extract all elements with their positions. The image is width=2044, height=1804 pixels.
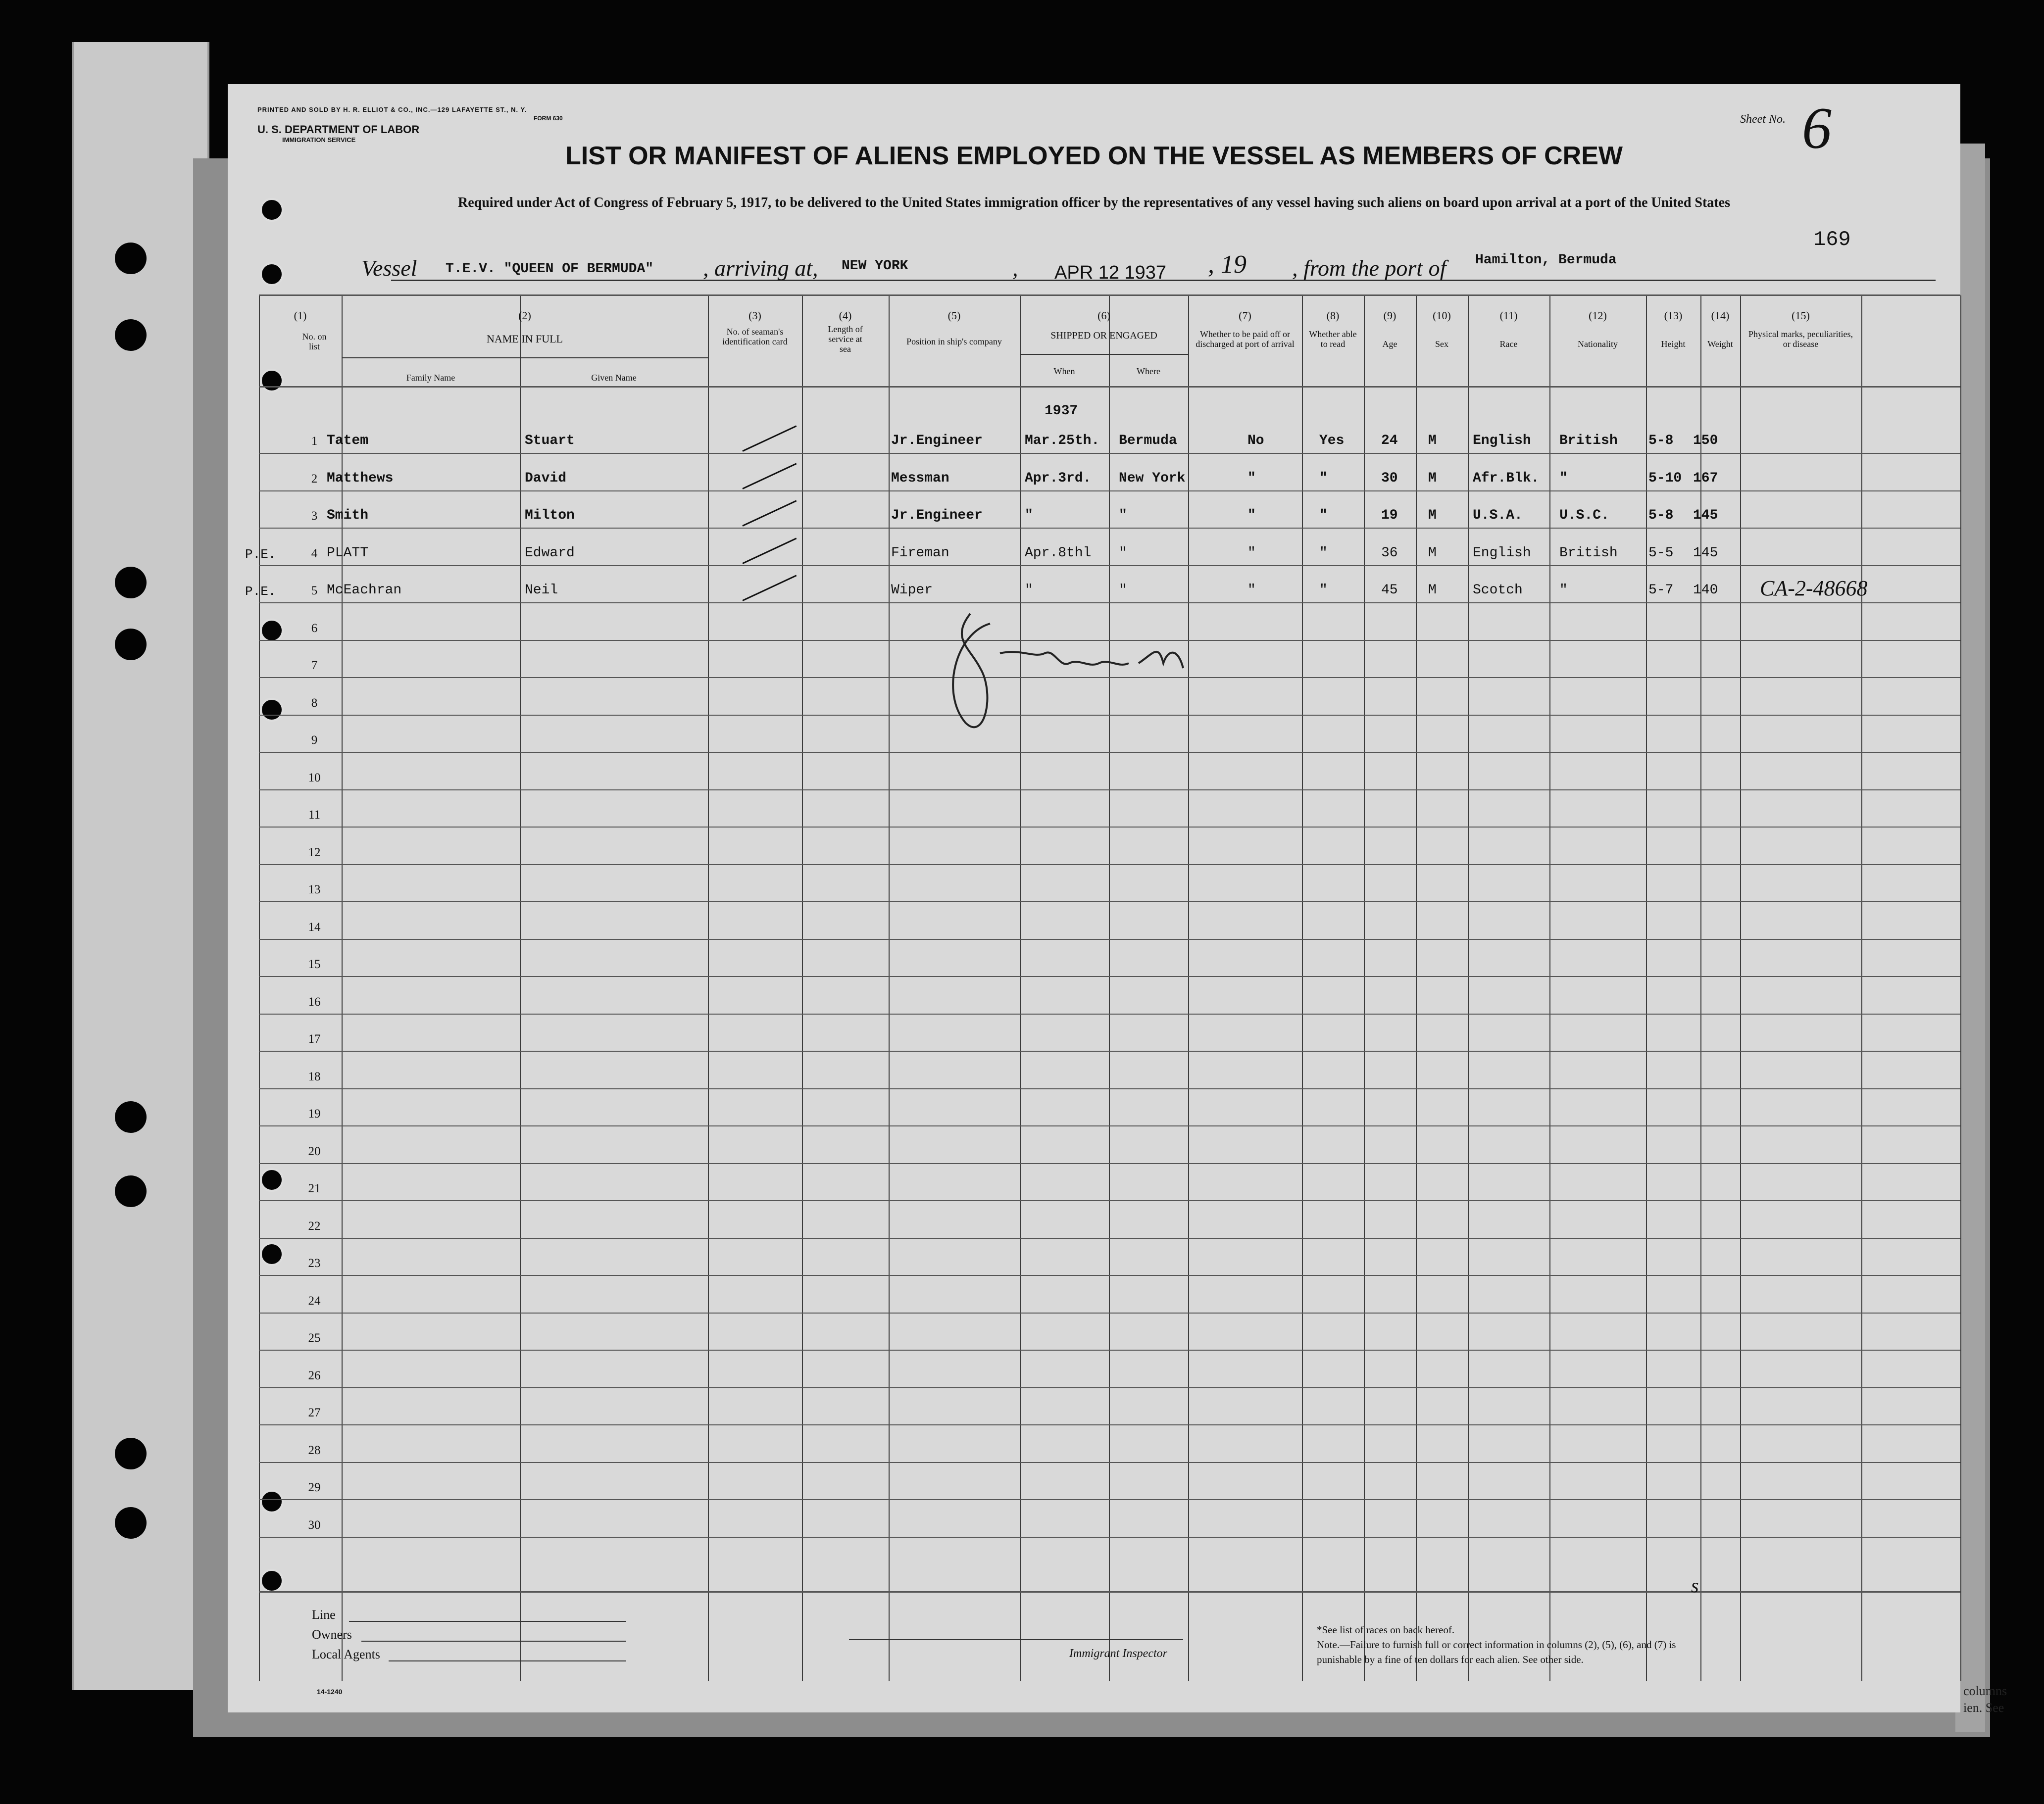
col-number: (9) bbox=[1383, 309, 1396, 322]
shipped-where: New York bbox=[1119, 470, 1186, 486]
age: 30 bbox=[1381, 470, 1398, 486]
form-code: 14-1240 bbox=[317, 1688, 343, 1696]
header-where: Where bbox=[1137, 366, 1160, 376]
row-number: 11 bbox=[308, 808, 321, 822]
weight: 150 bbox=[1693, 433, 1718, 448]
manifest-sheet bbox=[228, 84, 1960, 1712]
height: 5-10 bbox=[1648, 470, 1682, 486]
inspector-signature bbox=[921, 594, 1238, 782]
year-note: 1937 bbox=[1045, 403, 1078, 419]
header-name-in-full: NAME IN FULL bbox=[487, 333, 563, 345]
nationality: " bbox=[1559, 470, 1568, 486]
header-no-on-list: No. on list bbox=[302, 332, 327, 351]
paid-off: No bbox=[1247, 433, 1264, 448]
age: 45 bbox=[1381, 583, 1398, 598]
col-divider bbox=[1416, 295, 1417, 1681]
header-when: When bbox=[1053, 366, 1075, 376]
weight: 140 bbox=[1693, 583, 1718, 598]
arrival-date-stamp: APR 12 1937 bbox=[1054, 262, 1167, 283]
col-number: (12) bbox=[1589, 309, 1607, 322]
row-number: 13 bbox=[308, 883, 321, 896]
family-name: Tatem bbox=[327, 433, 369, 448]
stamp-number: 169 bbox=[1813, 228, 1851, 251]
row-rule bbox=[259, 1537, 1960, 1538]
row-rule bbox=[259, 864, 1960, 865]
row-number: 25 bbox=[308, 1331, 321, 1345]
row-rule bbox=[259, 1200, 1960, 1201]
family-name: McEachran bbox=[327, 583, 402, 598]
row-number: 29 bbox=[308, 1481, 321, 1494]
position: Fireman bbox=[891, 545, 949, 561]
row-number: 19 bbox=[308, 1107, 321, 1121]
header-race: Race bbox=[1499, 339, 1518, 349]
id-card-checkmark bbox=[742, 500, 797, 526]
col-number: (10) bbox=[1433, 309, 1451, 322]
col-number: (7) bbox=[1239, 309, 1251, 322]
row-number: 12 bbox=[308, 845, 321, 859]
shipped-where: " bbox=[1119, 583, 1127, 598]
given-name: Stuart bbox=[525, 433, 575, 448]
paid-off: " bbox=[1247, 545, 1256, 561]
from-label: , from the port of bbox=[1292, 255, 1446, 281]
nationality: British bbox=[1559, 545, 1618, 561]
position: Wiper bbox=[891, 583, 933, 598]
punch-hole bbox=[115, 1175, 147, 1207]
col-number: (1) bbox=[294, 309, 307, 322]
family-name: Matthews bbox=[327, 470, 394, 486]
row-number: 8 bbox=[311, 696, 318, 710]
position: Jr.Engineer bbox=[891, 433, 983, 448]
col-number: (6) bbox=[1097, 309, 1110, 322]
height: 5-7 bbox=[1648, 583, 1674, 598]
row-rule bbox=[259, 1424, 1960, 1425]
row-number: 22 bbox=[308, 1219, 321, 1233]
id-card-checkmark bbox=[742, 537, 797, 564]
given-name: Edward bbox=[525, 545, 575, 561]
col-divider bbox=[889, 295, 890, 1681]
vessel-name: T.E.V. "QUEEN OF BERMUDA" bbox=[446, 261, 654, 277]
col-number: (13) bbox=[1664, 309, 1683, 322]
row-rule bbox=[259, 490, 1960, 491]
row-rule bbox=[259, 1387, 1960, 1388]
subtitle: Required under Act of Congress of February 5, 1917, to be delivered to the United States immigration officer by the representatives of any vessel having such aliens on board upon arrival at a port of the United States bbox=[458, 195, 1730, 210]
nationality: " bbox=[1559, 583, 1568, 598]
header-bottom-line bbox=[259, 386, 1960, 388]
race: Scotch bbox=[1473, 583, 1523, 598]
col-divider bbox=[1109, 295, 1110, 1681]
punch-hole bbox=[115, 629, 147, 660]
col-number: (5) bbox=[947, 309, 961, 322]
col-divider bbox=[1364, 295, 1365, 1681]
age: 36 bbox=[1381, 545, 1398, 561]
punch-hole bbox=[260, 369, 284, 392]
row-number: 9 bbox=[311, 733, 318, 747]
punch-hole bbox=[115, 243, 147, 274]
row-rule bbox=[259, 565, 1960, 566]
page-title: LIST OR MANIFEST OF ALIENS EMPLOYED ON THE VESSEL AS MEMBERS OF CREW bbox=[565, 142, 1623, 170]
punch-hole bbox=[260, 1242, 284, 1266]
header-able-to-read: Whether able to read bbox=[1309, 329, 1357, 349]
header-marks: Physical marks, peculiarities, or disease bbox=[1748, 329, 1853, 349]
row-rule bbox=[259, 528, 1960, 529]
race: Afr.Blk. bbox=[1473, 470, 1540, 486]
row-rule bbox=[259, 1462, 1960, 1463]
underline bbox=[391, 280, 1936, 281]
row-rule bbox=[259, 1051, 1960, 1052]
agents-field-rule bbox=[389, 1660, 626, 1661]
header-weight: Weight bbox=[1707, 339, 1733, 349]
row-number: 28 bbox=[308, 1443, 321, 1457]
weight: 145 bbox=[1693, 508, 1718, 523]
name-header-rule bbox=[342, 357, 520, 358]
col-divider bbox=[342, 295, 343, 1681]
col-divider bbox=[1960, 295, 1961, 1681]
row-number: 2 bbox=[311, 472, 318, 486]
sex: M bbox=[1428, 470, 1437, 486]
col-number: (4) bbox=[839, 309, 852, 322]
col-divider bbox=[1549, 295, 1550, 1681]
header-height: Height bbox=[1661, 339, 1686, 349]
row-number: 20 bbox=[308, 1144, 321, 1158]
shipped-where: " bbox=[1119, 508, 1127, 523]
row-rule bbox=[259, 976, 1960, 977]
col-divider bbox=[1861, 295, 1862, 1681]
race: English bbox=[1473, 433, 1531, 448]
punch-hole bbox=[260, 1168, 284, 1192]
row-number: 18 bbox=[308, 1070, 321, 1083]
line-field-rule bbox=[349, 1621, 626, 1622]
weight: 167 bbox=[1693, 470, 1718, 486]
binding-strip bbox=[72, 42, 209, 1690]
id-card-checkmark bbox=[742, 575, 797, 601]
row-number: 5 bbox=[311, 584, 318, 597]
row-rule bbox=[259, 1088, 1960, 1089]
paid-off: " bbox=[1247, 470, 1256, 486]
row-rule bbox=[259, 1313, 1960, 1314]
header-shipped: SHIPPED OR ENGAGED bbox=[1050, 330, 1157, 341]
row-rule bbox=[259, 1499, 1960, 1500]
agents-label: Local Agents bbox=[312, 1647, 380, 1661]
footer-top-line bbox=[259, 1591, 1960, 1593]
form-number: FORM 630 bbox=[534, 115, 563, 122]
punch-hole bbox=[115, 319, 147, 351]
row-rule bbox=[259, 1275, 1960, 1276]
row-number: 30 bbox=[308, 1518, 321, 1532]
header-length-service: Length of service at sea bbox=[828, 324, 863, 354]
punch-hole bbox=[115, 1507, 147, 1539]
punch-hole bbox=[115, 567, 147, 598]
shipped-when: Apr.3rd. bbox=[1025, 470, 1092, 486]
paid-off: " bbox=[1247, 583, 1256, 598]
header-sex: Sex bbox=[1435, 339, 1448, 349]
punch-hole bbox=[260, 198, 284, 222]
header-given-name: Given Name bbox=[591, 373, 637, 383]
punch-hole bbox=[115, 1438, 147, 1469]
height: 5-5 bbox=[1648, 545, 1674, 561]
row-number: 4 bbox=[311, 546, 318, 560]
age: 24 bbox=[1381, 433, 1398, 448]
header-family-name: Family Name bbox=[406, 373, 455, 383]
sex: M bbox=[1428, 545, 1437, 561]
margin-mark: s bbox=[1691, 1574, 1699, 1597]
position: Jr.Engineer bbox=[891, 508, 983, 523]
col-divider bbox=[1020, 295, 1021, 1681]
given-name: David bbox=[525, 470, 567, 486]
comma: , bbox=[1012, 255, 1018, 281]
header-age: Age bbox=[1382, 339, 1397, 349]
back-page-text: columns ien. See bbox=[1963, 1684, 2007, 1715]
sex: M bbox=[1428, 583, 1437, 598]
weight: 145 bbox=[1693, 545, 1718, 561]
col-number: (3) bbox=[748, 309, 761, 322]
row-rule bbox=[259, 939, 1960, 940]
row-rule bbox=[259, 901, 1960, 902]
height: 5-8 bbox=[1648, 508, 1674, 523]
given-name: Milton bbox=[525, 508, 575, 523]
pe-mark: P.E. bbox=[245, 546, 276, 562]
row-number: 10 bbox=[308, 771, 321, 784]
row-rule bbox=[259, 789, 1960, 790]
row-number: 15 bbox=[308, 958, 321, 971]
header-position: Position in ship's company bbox=[906, 337, 1002, 346]
id-card-checkmark bbox=[742, 425, 797, 451]
row-number: 26 bbox=[308, 1368, 321, 1382]
row-number: 6 bbox=[311, 621, 318, 635]
footnote bbox=[1317, 1622, 1703, 1667]
able-to-read: " bbox=[1319, 470, 1328, 486]
shipped-where: Bermuda bbox=[1119, 433, 1177, 448]
col-number: (8) bbox=[1326, 309, 1340, 322]
age: 19 bbox=[1381, 508, 1398, 523]
id-card-checkmark bbox=[742, 463, 797, 489]
row-rule bbox=[259, 1238, 1960, 1239]
able-to-read: " bbox=[1319, 583, 1328, 598]
pe-mark: P.E. bbox=[245, 584, 276, 599]
from-port: Hamilton, Bermuda bbox=[1475, 252, 1617, 268]
given-name: Neil bbox=[525, 583, 558, 598]
department: U. S. DEPARTMENT OF LABOR bbox=[257, 123, 420, 136]
col-divider bbox=[802, 295, 803, 1681]
year-prefix: , 19 bbox=[1208, 250, 1246, 279]
punch-hole bbox=[260, 1490, 284, 1513]
line-label: Line bbox=[312, 1608, 336, 1622]
row-rule bbox=[259, 1163, 1960, 1164]
family-name: Smith bbox=[327, 508, 369, 523]
col-number: (2) bbox=[518, 309, 531, 322]
row-number: 16 bbox=[308, 995, 321, 1009]
sex: M bbox=[1428, 508, 1437, 523]
row-number: 23 bbox=[308, 1257, 321, 1270]
row-number: 7 bbox=[311, 659, 318, 672]
able-to-read: " bbox=[1319, 508, 1328, 523]
inspector-rule bbox=[849, 1639, 1183, 1640]
sex: M bbox=[1428, 433, 1437, 448]
family-name: PLATT bbox=[327, 545, 369, 561]
service: IMMIGRATION SERVICE bbox=[282, 136, 356, 144]
row-rule bbox=[259, 1350, 1960, 1351]
col-divider bbox=[1188, 295, 1189, 1681]
col-divider bbox=[1302, 295, 1303, 1681]
footnote-races: *See list of races on back hereof. bbox=[1317, 1624, 1455, 1636]
header-top-line bbox=[259, 294, 1960, 296]
punch-hole bbox=[260, 619, 284, 642]
col-divider bbox=[1646, 295, 1647, 1681]
row-rule bbox=[259, 827, 1960, 828]
col-divider bbox=[1700, 295, 1701, 1681]
able-to-read: Yes bbox=[1319, 433, 1345, 448]
row-number: 24 bbox=[308, 1294, 321, 1308]
col-number: (15) bbox=[1792, 309, 1810, 322]
punch-hole bbox=[260, 698, 284, 722]
vessel-label: Vessel bbox=[361, 255, 417, 281]
arriving-label: , arriving at, bbox=[703, 255, 818, 281]
col-number: (11) bbox=[1499, 309, 1518, 322]
col-divider bbox=[708, 295, 709, 1681]
row-number: 14 bbox=[308, 920, 321, 934]
row-rule bbox=[259, 453, 1960, 454]
owners-field-rule bbox=[361, 1641, 626, 1642]
owners-label: Owners bbox=[312, 1627, 352, 1642]
col-number: (14) bbox=[1711, 309, 1730, 322]
row-number: 27 bbox=[308, 1406, 321, 1419]
printer-line: PRINTED AND SOLD BY H. R. ELLIOT & CO., INC.—129 LAFAYETTE ST., N. Y. bbox=[257, 106, 527, 113]
shipped-when: Mar.25th. bbox=[1025, 433, 1100, 448]
inspector-label: Immigrant Inspector bbox=[1069, 1647, 1167, 1660]
row-rule bbox=[259, 1014, 1960, 1015]
row-number: 3 bbox=[311, 509, 318, 523]
header-paid-off: Whether to be paid off or discharged at port of arrival bbox=[1196, 329, 1295, 349]
name-header-rule bbox=[520, 357, 708, 358]
physical-marks: CA-2-48668 bbox=[1760, 576, 1868, 600]
col-divider bbox=[259, 295, 260, 1681]
punch-hole bbox=[115, 1101, 147, 1133]
header-id-card: No. of seaman's identification card bbox=[722, 327, 788, 346]
col-divider bbox=[520, 295, 521, 1681]
paid-off: " bbox=[1247, 508, 1256, 523]
shipped-when: " bbox=[1025, 583, 1033, 598]
race: U.S.A. bbox=[1473, 508, 1523, 523]
punch-hole bbox=[260, 262, 284, 286]
position: Messman bbox=[891, 470, 949, 486]
row-number: 17 bbox=[308, 1032, 321, 1046]
able-to-read: " bbox=[1319, 545, 1328, 561]
row-number: 21 bbox=[308, 1182, 321, 1195]
nationality: U.S.C. bbox=[1559, 508, 1609, 523]
shipped-when: Apr.8thl bbox=[1025, 545, 1092, 561]
shipped-when: " bbox=[1025, 508, 1033, 523]
nationality: British bbox=[1559, 433, 1618, 448]
header-nationality: Nationality bbox=[1578, 339, 1618, 349]
row-number: 1 bbox=[311, 435, 318, 448]
col-divider bbox=[1468, 295, 1469, 1681]
footnote-penalty: Note.—Failure to furnish full or correct information in columns (2), (5), (6), and (7) is punishable by a fine of ten dollars for each alien. See other side. bbox=[1317, 1639, 1676, 1665]
race: English bbox=[1473, 545, 1531, 561]
col-divider bbox=[1740, 295, 1741, 1681]
row-rule bbox=[259, 1125, 1960, 1126]
punch-hole bbox=[260, 1569, 284, 1593]
height: 5-8 bbox=[1648, 433, 1674, 448]
shipped-header-rule bbox=[1020, 354, 1188, 355]
sheet-label: Sheet No. bbox=[1740, 113, 1786, 126]
sheet-number: 6 bbox=[1802, 95, 1832, 161]
arriving-at: NEW YORK bbox=[842, 258, 908, 274]
shipped-where: " bbox=[1119, 545, 1127, 561]
